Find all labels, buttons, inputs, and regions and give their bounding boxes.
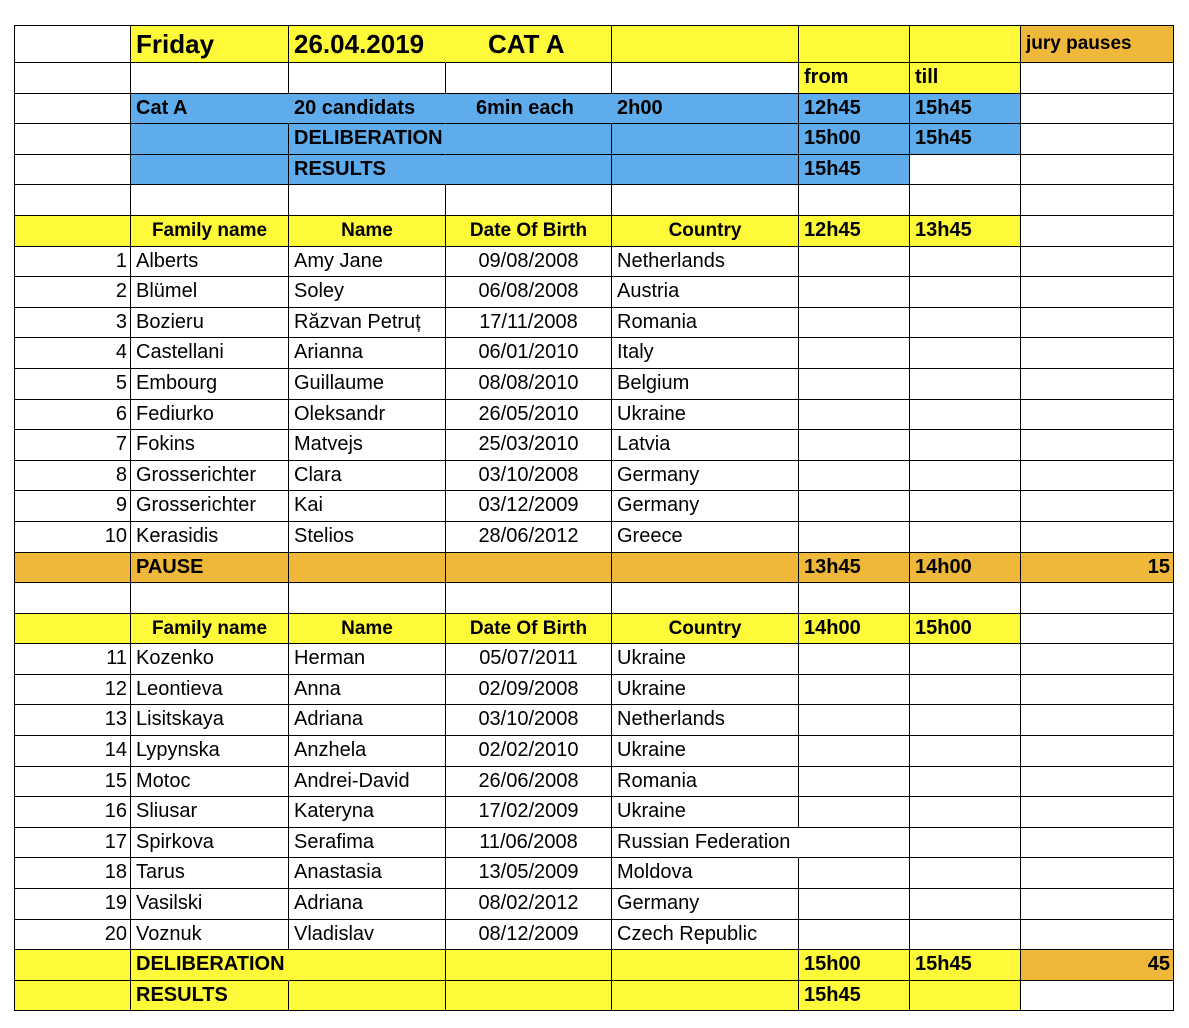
cell[interactable] <box>15 26 131 63</box>
pause-label[interactable]: PAUSE <box>131 553 289 584</box>
row-number[interactable]: 8 <box>15 461 131 492</box>
final-deliberation-till[interactable]: 15h45 <box>910 950 1021 981</box>
row-number[interactable]: 3 <box>15 308 131 339</box>
row-number[interactable]: 20 <box>15 920 131 951</box>
cell[interactable] <box>446 124 612 155</box>
family-name-cell[interactable]: Leontieva <box>131 675 289 706</box>
block2-till[interactable]: 15h00 <box>910 614 1021 645</box>
family-name-cell[interactable]: Blümel <box>131 277 289 308</box>
cell[interactable] <box>15 63 131 94</box>
row-number[interactable]: 14 <box>15 736 131 767</box>
row-number[interactable]: 10 <box>15 522 131 553</box>
family-name-cell[interactable]: Embourg <box>131 369 289 400</box>
row-number[interactable]: 15 <box>15 767 131 798</box>
family-name-cell[interactable]: Kerasidis <box>131 522 289 553</box>
cell[interactable] <box>131 155 289 186</box>
from-cell[interactable] <box>799 767 910 798</box>
cell[interactable] <box>799 583 910 614</box>
deliberation-from[interactable]: 15h00 <box>799 124 910 155</box>
family-name-cell[interactable]: Grosserichter <box>131 461 289 492</box>
cell[interactable] <box>289 185 446 216</box>
from-cell[interactable] <box>799 644 910 675</box>
dob-cell[interactable]: 03/10/2008 <box>446 461 612 492</box>
dob-cell[interactable]: 06/08/2008 <box>446 277 612 308</box>
dob-cell[interactable]: 09/08/2008 <box>446 247 612 278</box>
name-cell[interactable]: Anastasia <box>289 858 446 889</box>
dob-cell[interactable]: 08/12/2009 <box>446 920 612 951</box>
block1-till[interactable]: 13h45 <box>910 216 1021 247</box>
final-deliberation-jury[interactable]: 45 <box>1021 950 1174 981</box>
final-deliberation-from[interactable]: 15h00 <box>799 950 910 981</box>
family-name-cell[interactable]: Sliusar <box>131 797 289 828</box>
cat-till[interactable]: 15h45 <box>910 94 1021 125</box>
dob-cell[interactable]: 25/03/2010 <box>446 430 612 461</box>
till-cell[interactable] <box>910 400 1021 431</box>
dob-cell[interactable]: 03/12/2009 <box>446 491 612 522</box>
from-cell[interactable] <box>799 705 910 736</box>
till-cell[interactable] <box>910 736 1021 767</box>
final-results-label[interactable]: RESULTS <box>131 981 289 1012</box>
jury-cell[interactable] <box>1021 920 1174 951</box>
country-cell[interactable]: Austria <box>612 277 799 308</box>
row-number[interactable]: 4 <box>15 338 131 369</box>
jury-pauses-label[interactable]: jury pauses <box>1021 26 1174 63</box>
row-number[interactable]: 12 <box>15 675 131 706</box>
family-name-header[interactable]: Family name <box>131 614 289 645</box>
from-cell[interactable] <box>799 797 910 828</box>
cell[interactable] <box>612 553 799 584</box>
row-number[interactable]: 11 <box>15 644 131 675</box>
family-name-cell[interactable]: Lypynska <box>131 736 289 767</box>
from-label[interactable]: from <box>799 63 910 94</box>
country-cell[interactable]: Netherlands <box>612 247 799 278</box>
row-number[interactable]: 6 <box>15 400 131 431</box>
dob-cell[interactable]: 17/11/2008 <box>446 308 612 339</box>
name-header[interactable]: Name <box>289 216 446 247</box>
family-name-cell[interactable]: Fediurko <box>131 400 289 431</box>
cell[interactable] <box>15 614 131 645</box>
country-cell[interactable]: Romania <box>612 767 799 798</box>
results-from[interactable]: 15h45 <box>799 155 910 186</box>
cell[interactable] <box>289 981 446 1012</box>
name-cell[interactable]: Vladislav <box>289 920 446 951</box>
family-name-header[interactable]: Family name <box>131 216 289 247</box>
family-name-cell[interactable]: Lisitskaya <box>131 705 289 736</box>
family-name-cell[interactable]: Tarus <box>131 858 289 889</box>
cell[interactable] <box>1021 216 1174 247</box>
pause-from[interactable]: 13h45 <box>799 553 910 584</box>
cell[interactable] <box>910 185 1021 216</box>
jury-cell[interactable] <box>1021 858 1174 889</box>
pause-till[interactable]: 14h00 <box>910 553 1021 584</box>
cell[interactable] <box>15 94 131 125</box>
cat-from[interactable]: 12h45 <box>799 94 910 125</box>
jury-cell[interactable] <box>1021 736 1174 767</box>
from-cell[interactable] <box>799 675 910 706</box>
from-cell[interactable] <box>799 858 910 889</box>
family-name-cell[interactable]: Fokins <box>131 430 289 461</box>
name-cell[interactable]: Amy Jane <box>289 247 446 278</box>
row-number[interactable]: 7 <box>15 430 131 461</box>
category-label[interactable]: CAT A <box>446 26 612 63</box>
till-cell[interactable] <box>910 797 1021 828</box>
cell[interactable] <box>612 63 799 94</box>
name-cell[interactable]: Răzvan Petruț <box>289 308 446 339</box>
dob-cell[interactable]: 03/10/2008 <box>446 705 612 736</box>
schedule-sheet <box>14 25 1174 1011</box>
final-deliberation-label[interactable]: DELIBERATION <box>131 950 289 981</box>
from-cell[interactable] <box>799 828 910 859</box>
dob-cell[interactable]: 08/08/2010 <box>446 369 612 400</box>
cell[interactable] <box>289 950 446 981</box>
dob-cell[interactable]: 11/06/2008 <box>446 828 612 859</box>
dob-cell[interactable]: 26/05/2010 <box>446 400 612 431</box>
country-cell[interactable]: Ukraine <box>612 736 799 767</box>
jury-cell[interactable] <box>1021 430 1174 461</box>
family-name-cell[interactable]: Spirkova <box>131 828 289 859</box>
date-label[interactable]: 26.04.2019 <box>289 26 446 63</box>
jury-cell[interactable] <box>1021 400 1174 431</box>
cell[interactable] <box>612 155 799 186</box>
name-cell[interactable]: Guillaume <box>289 369 446 400</box>
cell[interactable] <box>1021 981 1174 1012</box>
name-cell[interactable]: Anna <box>289 675 446 706</box>
from-cell[interactable] <box>799 522 910 553</box>
till-cell[interactable] <box>910 920 1021 951</box>
family-name-cell[interactable]: Kozenko <box>131 644 289 675</box>
name-cell[interactable]: Kateryna <box>289 797 446 828</box>
cell[interactable] <box>131 583 289 614</box>
from-cell[interactable] <box>799 461 910 492</box>
cell[interactable] <box>1021 124 1174 155</box>
country-cell[interactable]: Germany <box>612 491 799 522</box>
cell[interactable] <box>446 583 612 614</box>
dob-cell[interactable]: 08/02/2012 <box>446 889 612 920</box>
row-number[interactable]: 5 <box>15 369 131 400</box>
cell[interactable] <box>289 583 446 614</box>
country-cell[interactable]: Ukraine <box>612 675 799 706</box>
jury-cell[interactable] <box>1021 767 1174 798</box>
jury-cell[interactable] <box>1021 461 1174 492</box>
deliberation-label[interactable]: DELIBERATION <box>289 124 446 155</box>
name-cell[interactable]: Arianna <box>289 338 446 369</box>
dob-cell[interactable]: 17/02/2009 <box>446 797 612 828</box>
country-cell[interactable]: Italy <box>612 338 799 369</box>
name-cell[interactable]: Stelios <box>289 522 446 553</box>
country-cell[interactable]: Ukraine <box>612 644 799 675</box>
name-cell[interactable]: Andrei-David <box>289 767 446 798</box>
country-header[interactable]: Country <box>612 614 799 645</box>
till-cell[interactable] <box>910 430 1021 461</box>
deliberation-till[interactable]: 15h45 <box>910 124 1021 155</box>
name-cell[interactable]: Clara <box>289 461 446 492</box>
cell[interactable] <box>131 185 289 216</box>
cell[interactable] <box>910 26 1021 63</box>
family-name-cell[interactable]: Castellani <box>131 338 289 369</box>
from-cell[interactable] <box>799 400 910 431</box>
country-cell[interactable]: Belgium <box>612 369 799 400</box>
from-cell[interactable] <box>799 430 910 461</box>
country-header[interactable]: Country <box>612 216 799 247</box>
cell[interactable] <box>15 950 131 981</box>
jury-cell[interactable] <box>1021 369 1174 400</box>
cell[interactable] <box>1021 63 1174 94</box>
cell[interactable] <box>446 185 612 216</box>
from-cell[interactable] <box>799 247 910 278</box>
row-number[interactable]: 16 <box>15 797 131 828</box>
row-number[interactable]: 17 <box>15 828 131 859</box>
family-name-cell[interactable]: Vasilski <box>131 889 289 920</box>
till-cell[interactable] <box>910 889 1021 920</box>
cell[interactable] <box>1021 614 1174 645</box>
day-label[interactable]: Friday <box>131 26 289 63</box>
cell[interactable] <box>612 124 799 155</box>
cell[interactable] <box>15 981 131 1012</box>
country-cell[interactable]: Greece <box>612 522 799 553</box>
jury-cell[interactable] <box>1021 828 1174 859</box>
till-cell[interactable] <box>910 675 1021 706</box>
family-name-cell[interactable]: Bozieru <box>131 308 289 339</box>
dob-cell[interactable]: 06/01/2010 <box>446 338 612 369</box>
till-cell[interactable] <box>910 247 1021 278</box>
name-header[interactable]: Name <box>289 614 446 645</box>
from-cell[interactable] <box>799 369 910 400</box>
cell[interactable] <box>131 63 289 94</box>
till-cell[interactable] <box>910 522 1021 553</box>
row-number[interactable]: 2 <box>15 277 131 308</box>
family-name-cell[interactable]: Motoc <box>131 767 289 798</box>
from-cell[interactable] <box>799 308 910 339</box>
jury-cell[interactable] <box>1021 889 1174 920</box>
cell[interactable] <box>446 553 612 584</box>
block1-from[interactable]: 12h45 <box>799 216 910 247</box>
till-cell[interactable] <box>910 644 1021 675</box>
cat-label[interactable]: Cat A <box>131 94 289 125</box>
jury-cell[interactable] <box>1021 277 1174 308</box>
cell[interactable] <box>1021 185 1174 216</box>
dob-cell[interactable]: 28/06/2012 <box>446 522 612 553</box>
jury-cell[interactable] <box>1021 644 1174 675</box>
till-cell[interactable] <box>910 491 1021 522</box>
dob-cell[interactable]: 13/05/2009 <box>446 858 612 889</box>
cell[interactable] <box>612 185 799 216</box>
cell[interactable] <box>15 185 131 216</box>
cell[interactable] <box>612 583 799 614</box>
name-cell[interactable]: Oleksandr <box>289 400 446 431</box>
till-cell[interactable] <box>910 858 1021 889</box>
row-number[interactable]: 9 <box>15 491 131 522</box>
till-cell[interactable] <box>910 705 1021 736</box>
till-cell[interactable] <box>910 767 1021 798</box>
country-cell[interactable]: Ukraine <box>612 797 799 828</box>
till-cell[interactable] <box>910 828 1021 859</box>
country-cell[interactable]: Czech Republic <box>612 920 799 951</box>
till-cell[interactable] <box>910 277 1021 308</box>
jury-cell[interactable] <box>1021 247 1174 278</box>
dob-header[interactable]: Date Of Birth <box>446 216 612 247</box>
name-cell[interactable]: Herman <box>289 644 446 675</box>
jury-cell[interactable] <box>1021 491 1174 522</box>
country-cell[interactable]: Romania <box>612 308 799 339</box>
name-cell[interactable]: Adriana <box>289 889 446 920</box>
row-number[interactable]: 18 <box>15 858 131 889</box>
country-cell[interactable]: Ukraine <box>612 400 799 431</box>
name-cell[interactable]: Serafima <box>289 828 446 859</box>
till-label[interactable]: till <box>910 63 1021 94</box>
cell[interactable] <box>446 950 612 981</box>
dob-header[interactable]: Date Of Birth <box>446 614 612 645</box>
cell[interactable] <box>15 124 131 155</box>
till-cell[interactable] <box>910 338 1021 369</box>
till-cell[interactable] <box>910 308 1021 339</box>
name-cell[interactable]: Anzhela <box>289 736 446 767</box>
cell[interactable] <box>131 124 289 155</box>
cell[interactable] <box>910 155 1021 186</box>
cell[interactable] <box>910 583 1021 614</box>
country-cell[interactable]: Moldova <box>612 858 799 889</box>
cell[interactable] <box>15 583 131 614</box>
country-cell[interactable]: Netherlands <box>612 705 799 736</box>
candidates-label[interactable]: 20 candidats <box>289 94 446 125</box>
from-cell[interactable] <box>799 338 910 369</box>
cell[interactable] <box>15 553 131 584</box>
dob-cell[interactable]: 02/02/2010 <box>446 736 612 767</box>
dob-cell[interactable]: 02/09/2008 <box>446 675 612 706</box>
name-cell[interactable]: Adriana <box>289 705 446 736</box>
total-label[interactable]: 2h00 <box>612 94 799 125</box>
cell[interactable] <box>446 981 612 1012</box>
from-cell[interactable] <box>799 277 910 308</box>
cell[interactable] <box>446 63 612 94</box>
cell[interactable] <box>289 63 446 94</box>
from-cell[interactable] <box>799 889 910 920</box>
cell[interactable] <box>446 155 612 186</box>
till-cell[interactable] <box>910 369 1021 400</box>
cell[interactable] <box>289 553 446 584</box>
cell[interactable] <box>612 981 799 1012</box>
cell[interactable] <box>910 981 1021 1012</box>
cell[interactable] <box>1021 583 1174 614</box>
from-cell[interactable] <box>799 491 910 522</box>
dob-cell[interactable]: 05/07/2011 <box>446 644 612 675</box>
name-cell[interactable]: Kai <box>289 491 446 522</box>
cell[interactable] <box>799 26 910 63</box>
jury-cell[interactable] <box>1021 797 1174 828</box>
block2-from[interactable]: 14h00 <box>799 614 910 645</box>
jury-cell[interactable] <box>1021 308 1174 339</box>
till-cell[interactable] <box>910 461 1021 492</box>
cell[interactable] <box>15 216 131 247</box>
row-number[interactable]: 13 <box>15 705 131 736</box>
cell[interactable] <box>612 26 799 63</box>
cell[interactable] <box>15 155 131 186</box>
cell[interactable] <box>1021 155 1174 186</box>
pause-jury[interactable]: 15 <box>1021 553 1174 584</box>
country-cell[interactable]: Germany <box>612 889 799 920</box>
country-cell[interactable]: Germany <box>612 461 799 492</box>
family-name-cell[interactable]: Voznuk <box>131 920 289 951</box>
jury-cell[interactable] <box>1021 522 1174 553</box>
duration-label[interactable]: 6min each <box>446 94 612 125</box>
from-cell[interactable] <box>799 736 910 767</box>
family-name-cell[interactable]: Alberts <box>131 247 289 278</box>
name-cell[interactable]: Matvejs <box>289 430 446 461</box>
jury-cell[interactable] <box>1021 338 1174 369</box>
results-label[interactable]: RESULTS <box>289 155 446 186</box>
cell[interactable] <box>612 950 799 981</box>
dob-cell[interactable]: 26/06/2008 <box>446 767 612 798</box>
from-cell[interactable] <box>799 920 910 951</box>
name-cell[interactable]: Soley <box>289 277 446 308</box>
jury-cell[interactable] <box>1021 705 1174 736</box>
jury-cell[interactable] <box>1021 675 1174 706</box>
country-cell[interactable]: Latvia <box>612 430 799 461</box>
row-number[interactable]: 19 <box>15 889 131 920</box>
final-results-from[interactable]: 15h45 <box>799 981 910 1012</box>
country-cell[interactable]: Russian Federation <box>612 828 799 859</box>
row-number[interactable]: 1 <box>15 247 131 278</box>
cell[interactable] <box>1021 94 1174 125</box>
family-name-cell[interactable]: Grosserichter <box>131 491 289 522</box>
cell[interactable] <box>799 185 910 216</box>
